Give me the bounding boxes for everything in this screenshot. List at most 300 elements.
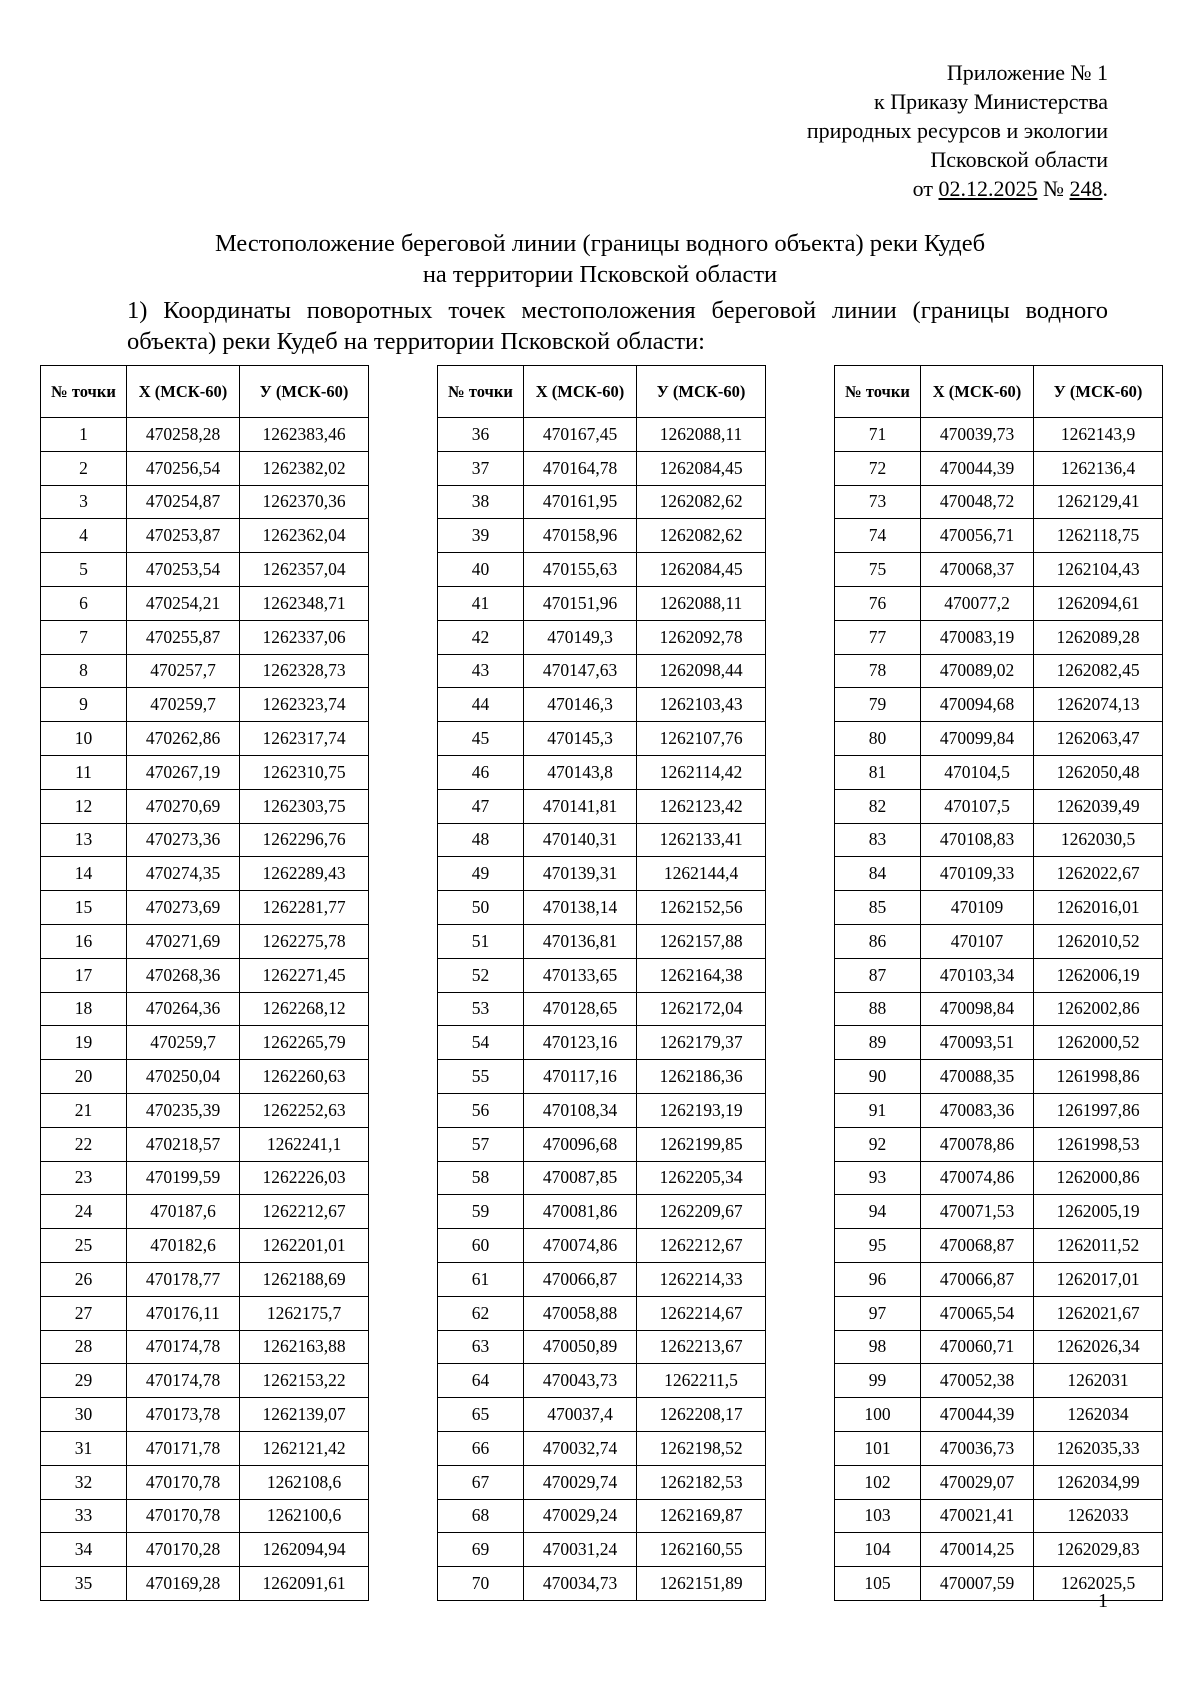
- point-number: 67: [438, 1465, 524, 1499]
- y-coordinate: 1262214,67: [637, 1296, 766, 1330]
- x-coordinate: 470235,39: [127, 1093, 240, 1127]
- y-coordinate: 1262209,67: [637, 1195, 766, 1229]
- y-coordinate: 1262100,6: [240, 1499, 369, 1533]
- header-x: X (МСК-60): [921, 366, 1034, 418]
- x-coordinate: 470104,5: [921, 755, 1034, 789]
- y-coordinate: 1262303,75: [240, 789, 369, 823]
- y-coordinate: 1262000,52: [1034, 1026, 1163, 1060]
- table-row: [438, 823, 766, 857]
- x-coordinate: 470117,16: [524, 1060, 637, 1094]
- x-coordinate: 470136,81: [524, 924, 637, 958]
- x-coordinate: 470256,54: [127, 451, 240, 485]
- header-point: № точки: [41, 366, 127, 418]
- appendix-header: [807, 58, 1108, 203]
- table-row: [41, 485, 369, 519]
- order-number-prefix: №: [1037, 176, 1070, 201]
- table-row: [835, 553, 1163, 587]
- x-coordinate: 470149,3: [524, 620, 637, 654]
- x-coordinate: 470164,78: [524, 451, 637, 485]
- x-coordinate: 470037,4: [524, 1398, 637, 1432]
- point-number: 38: [438, 485, 524, 519]
- x-coordinate: 470083,36: [921, 1093, 1034, 1127]
- y-coordinate: 1262260,63: [240, 1060, 369, 1094]
- y-coordinate: 1262082,62: [637, 519, 766, 553]
- x-coordinate: 470268,36: [127, 958, 240, 992]
- y-coordinate: 1262030,5: [1034, 823, 1163, 857]
- table-row: [41, 451, 369, 485]
- y-coordinate: 1262094,61: [1034, 586, 1163, 620]
- y-coordinate: 1262063,47: [1034, 722, 1163, 756]
- y-coordinate: 1262002,86: [1034, 992, 1163, 1026]
- point-number: 7: [41, 620, 127, 654]
- x-coordinate: 470254,21: [127, 586, 240, 620]
- table-row: [438, 1093, 766, 1127]
- table-row: [438, 1330, 766, 1364]
- table-row: [835, 722, 1163, 756]
- x-coordinate: 470044,39: [921, 1398, 1034, 1432]
- x-coordinate: 470138,14: [524, 891, 637, 925]
- x-coordinate: 470050,89: [524, 1330, 637, 1364]
- point-number: 20: [41, 1060, 127, 1094]
- point-number: 2: [41, 451, 127, 485]
- x-coordinate: 470258,28: [127, 418, 240, 452]
- x-coordinate: 470068,37: [921, 553, 1034, 587]
- x-coordinate: 470178,77: [127, 1262, 240, 1296]
- table-row: [438, 485, 766, 519]
- table-row: [438, 654, 766, 688]
- x-coordinate: 470058,88: [524, 1296, 637, 1330]
- x-coordinate: 470074,86: [921, 1161, 1034, 1195]
- table-row: [438, 1026, 766, 1060]
- x-coordinate: 470081,86: [524, 1195, 637, 1229]
- table-row: [438, 755, 766, 789]
- point-number: 104: [835, 1533, 921, 1567]
- point-number: 65: [438, 1398, 524, 1432]
- x-coordinate: 470273,36: [127, 823, 240, 857]
- table-row: [438, 722, 766, 756]
- table-row: [438, 1127, 766, 1161]
- point-number: 82: [835, 789, 921, 823]
- table-row: [41, 1093, 369, 1127]
- point-number: 83: [835, 823, 921, 857]
- table-row: [835, 1026, 1163, 1060]
- y-coordinate: 1262317,74: [240, 722, 369, 756]
- coordinates-table-1: [40, 365, 369, 1601]
- x-coordinate: 470099,84: [921, 722, 1034, 756]
- y-coordinate: 1262136,4: [1034, 451, 1163, 485]
- x-coordinate: 470094,68: [921, 688, 1034, 722]
- y-coordinate: 1262163,88: [240, 1330, 369, 1364]
- point-number: 25: [41, 1229, 127, 1263]
- y-coordinate: 1262182,53: [637, 1465, 766, 1499]
- point-number: 22: [41, 1127, 127, 1161]
- point-number: 98: [835, 1330, 921, 1364]
- y-coordinate: 1262188,69: [240, 1262, 369, 1296]
- point-number: 27: [41, 1296, 127, 1330]
- table-row: [835, 688, 1163, 722]
- table-row: [438, 1465, 766, 1499]
- y-coordinate: 1262265,79: [240, 1026, 369, 1060]
- table-row: [835, 789, 1163, 823]
- x-coordinate: 470103,34: [921, 958, 1034, 992]
- table-row: [438, 620, 766, 654]
- y-coordinate: 1262289,43: [240, 857, 369, 891]
- y-coordinate: 1262357,04: [240, 553, 369, 587]
- table-header-row: [41, 366, 369, 418]
- point-number: 54: [438, 1026, 524, 1060]
- y-coordinate: 1262123,42: [637, 789, 766, 823]
- y-coordinate: 1262214,33: [637, 1262, 766, 1296]
- y-coordinate: 1262153,22: [240, 1364, 369, 1398]
- point-number: 100: [835, 1398, 921, 1432]
- x-coordinate: 470141,81: [524, 789, 637, 823]
- x-coordinate: 470171,78: [127, 1431, 240, 1465]
- table-row: [835, 823, 1163, 857]
- y-coordinate: 1262098,44: [637, 654, 766, 688]
- y-coordinate: 1262025,5: [1034, 1567, 1163, 1601]
- table-row: [835, 1465, 1163, 1499]
- x-coordinate: 470170,28: [127, 1533, 240, 1567]
- point-number: 40: [438, 553, 524, 587]
- table-row: [438, 992, 766, 1026]
- y-coordinate: 1262074,13: [1034, 688, 1163, 722]
- point-number: 42: [438, 620, 524, 654]
- x-coordinate: 470096,68: [524, 1127, 637, 1161]
- table-row: [41, 1127, 369, 1161]
- point-number: 41: [438, 586, 524, 620]
- y-coordinate: 1262016,01: [1034, 891, 1163, 925]
- y-coordinate: 1262186,36: [637, 1060, 766, 1094]
- table-row: [835, 1431, 1163, 1465]
- y-coordinate: 1262169,87: [637, 1499, 766, 1533]
- y-coordinate: 1262005,19: [1034, 1195, 1163, 1229]
- y-coordinate: 1262310,75: [240, 755, 369, 789]
- document-title: [0, 228, 1200, 290]
- y-coordinate: 1262205,34: [637, 1161, 766, 1195]
- y-coordinate: 1262213,67: [637, 1330, 766, 1364]
- table-row: [438, 789, 766, 823]
- table-row: [41, 1465, 369, 1499]
- table-row: [835, 755, 1163, 789]
- table-row: [41, 586, 369, 620]
- y-coordinate: 1262104,43: [1034, 553, 1163, 587]
- y-coordinate: 1262108,6: [240, 1465, 369, 1499]
- y-coordinate: 1262091,61: [240, 1567, 369, 1601]
- point-number: 71: [835, 418, 921, 452]
- table-row: [41, 1161, 369, 1195]
- y-coordinate: 1262094,94: [240, 1533, 369, 1567]
- y-coordinate: 1262362,04: [240, 519, 369, 553]
- x-coordinate: 470255,87: [127, 620, 240, 654]
- x-coordinate: 470167,45: [524, 418, 637, 452]
- y-coordinate: 1262151,89: [637, 1567, 766, 1601]
- x-coordinate: 470169,28: [127, 1567, 240, 1601]
- table-row: [835, 1127, 1163, 1161]
- point-number: 53: [438, 992, 524, 1026]
- coordinates-table-3: [834, 365, 1163, 1601]
- y-coordinate: 1262383,46: [240, 418, 369, 452]
- x-coordinate: 470170,78: [127, 1465, 240, 1499]
- x-coordinate: 470043,73: [524, 1364, 637, 1398]
- table-row: [835, 654, 1163, 688]
- table-row: [41, 1431, 369, 1465]
- x-coordinate: 470151,96: [524, 586, 637, 620]
- appendix-line-3: природных ресурсов и экологии: [806, 118, 1108, 143]
- table-row: [41, 654, 369, 688]
- x-coordinate: 470273,69: [127, 891, 240, 925]
- point-number: 56: [438, 1093, 524, 1127]
- y-coordinate: 1262281,77: [240, 891, 369, 925]
- table-row: [438, 1567, 766, 1601]
- point-number: 46: [438, 755, 524, 789]
- table-row: [438, 519, 766, 553]
- y-coordinate: 1262031: [1034, 1364, 1163, 1398]
- x-coordinate: 470044,39: [921, 451, 1034, 485]
- y-coordinate: 1262082,62: [637, 485, 766, 519]
- y-coordinate: 1262241,1: [240, 1127, 369, 1161]
- y-coordinate: 1262089,28: [1034, 620, 1163, 654]
- x-coordinate: 470174,78: [127, 1364, 240, 1398]
- x-coordinate: 470259,7: [127, 688, 240, 722]
- point-number: 37: [438, 451, 524, 485]
- table-row: [41, 1499, 369, 1533]
- table-row: [41, 688, 369, 722]
- x-coordinate: 470014,25: [921, 1533, 1034, 1567]
- x-coordinate: 470257,7: [127, 654, 240, 688]
- table-row: [438, 1364, 766, 1398]
- y-coordinate: 1262084,45: [637, 451, 766, 485]
- table-row: [835, 857, 1163, 891]
- x-coordinate: 470074,86: [524, 1229, 637, 1263]
- x-coordinate: 470253,87: [127, 519, 240, 553]
- x-coordinate: 470029,74: [524, 1465, 637, 1499]
- y-coordinate: 1262026,34: [1034, 1330, 1163, 1364]
- point-number: 3: [41, 485, 127, 519]
- point-number: 77: [835, 620, 921, 654]
- table-row: [41, 1398, 369, 1432]
- point-number: 31: [41, 1431, 127, 1465]
- table-row: [41, 1026, 369, 1060]
- point-number: 59: [438, 1195, 524, 1229]
- table-row: [835, 924, 1163, 958]
- y-coordinate: 1262010,52: [1034, 924, 1163, 958]
- point-number: 84: [835, 857, 921, 891]
- y-coordinate: 1262193,19: [637, 1093, 766, 1127]
- point-number: 48: [438, 823, 524, 857]
- appendix-line-1: Приложение № 1: [946, 60, 1108, 85]
- y-coordinate: 1262212,67: [240, 1195, 369, 1229]
- x-coordinate: 470087,85: [524, 1161, 637, 1195]
- point-number: 14: [41, 857, 127, 891]
- point-number: 24: [41, 1195, 127, 1229]
- y-coordinate: 1262175,7: [240, 1296, 369, 1330]
- table-row: [41, 418, 369, 452]
- y-coordinate: 1262084,45: [637, 553, 766, 587]
- point-number: 99: [835, 1364, 921, 1398]
- header-x: X (МСК-60): [127, 366, 240, 418]
- header-y: У (МСК-60): [240, 366, 369, 418]
- point-number: 36: [438, 418, 524, 452]
- y-coordinate: 1261998,86: [1034, 1060, 1163, 1094]
- point-number: 70: [438, 1567, 524, 1601]
- y-coordinate: 1262144,4: [637, 857, 766, 891]
- table-row: [835, 1533, 1163, 1567]
- point-number: 6: [41, 586, 127, 620]
- y-coordinate: 1262143,9: [1034, 418, 1163, 452]
- point-number: 64: [438, 1364, 524, 1398]
- order-suffix: .: [1102, 176, 1108, 201]
- point-number: 97: [835, 1296, 921, 1330]
- y-coordinate: 1262275,78: [240, 924, 369, 958]
- y-coordinate: 1262118,75: [1034, 519, 1163, 553]
- y-coordinate: 1262252,63: [240, 1093, 369, 1127]
- x-coordinate: 470098,84: [921, 992, 1034, 1026]
- x-coordinate: 470109: [921, 891, 1034, 925]
- section-heading: 1) Координаты поворотных точек местоположения береговой линии (границы водного объекта) реки Кудеб на территории Псковской области:: [127, 297, 1108, 355]
- point-number: 95: [835, 1229, 921, 1263]
- table-row: [41, 992, 369, 1026]
- x-coordinate: 470271,69: [127, 924, 240, 958]
- point-number: 92: [835, 1127, 921, 1161]
- x-coordinate: 470250,04: [127, 1060, 240, 1094]
- y-coordinate: 1262082,45: [1034, 654, 1163, 688]
- table-row: [835, 1161, 1163, 1195]
- y-coordinate: 1262323,74: [240, 688, 369, 722]
- x-coordinate: 470083,19: [921, 620, 1034, 654]
- y-coordinate: 1262006,19: [1034, 958, 1163, 992]
- x-coordinate: 470108,34: [524, 1093, 637, 1127]
- table-row: [41, 1330, 369, 1364]
- y-coordinate: 1262271,45: [240, 958, 369, 992]
- x-coordinate: 470031,24: [524, 1533, 637, 1567]
- table-row: [438, 1533, 766, 1567]
- table-row: [41, 958, 369, 992]
- y-coordinate: 1262198,52: [637, 1431, 766, 1465]
- point-number: 44: [438, 688, 524, 722]
- point-number: 11: [41, 755, 127, 789]
- x-coordinate: 470056,71: [921, 519, 1034, 553]
- y-coordinate: 1262029,83: [1034, 1533, 1163, 1567]
- appendix-line-4: Псковской области: [930, 147, 1108, 172]
- x-coordinate: 470254,87: [127, 485, 240, 519]
- y-coordinate: 1262152,56: [637, 891, 766, 925]
- table-row: [438, 451, 766, 485]
- y-coordinate: 1262011,52: [1034, 1229, 1163, 1263]
- x-coordinate: 470107: [921, 924, 1034, 958]
- table-row: [438, 1499, 766, 1533]
- table-row: [835, 1093, 1163, 1127]
- y-coordinate: 1262172,04: [637, 992, 766, 1026]
- point-number: 34: [41, 1533, 127, 1567]
- y-coordinate: 1262021,67: [1034, 1296, 1163, 1330]
- point-number: 61: [438, 1262, 524, 1296]
- x-coordinate: 470259,7: [127, 1026, 240, 1060]
- x-coordinate: 470267,19: [127, 755, 240, 789]
- table-row: [835, 1398, 1163, 1432]
- point-number: 76: [835, 586, 921, 620]
- point-number: 10: [41, 722, 127, 756]
- point-number: 86: [835, 924, 921, 958]
- order-number: 248: [1069, 176, 1103, 201]
- y-coordinate: 1262022,67: [1034, 857, 1163, 891]
- point-number: 66: [438, 1431, 524, 1465]
- table-row: [835, 1364, 1163, 1398]
- y-coordinate: 1262107,76: [637, 722, 766, 756]
- table-row: [835, 485, 1163, 519]
- y-coordinate: 1262208,17: [637, 1398, 766, 1432]
- point-number: 12: [41, 789, 127, 823]
- table-row: [41, 823, 369, 857]
- table-row: [41, 620, 369, 654]
- header-x: X (МСК-60): [524, 366, 637, 418]
- table-row: [41, 755, 369, 789]
- x-coordinate: 470146,3: [524, 688, 637, 722]
- table-row: [438, 857, 766, 891]
- y-coordinate: 1262033: [1034, 1499, 1163, 1533]
- point-number: 55: [438, 1060, 524, 1094]
- point-number: 18: [41, 992, 127, 1026]
- y-coordinate: 1262212,67: [637, 1229, 766, 1263]
- point-number: 30: [41, 1398, 127, 1432]
- table-row: [41, 1195, 369, 1229]
- x-coordinate: 470274,35: [127, 857, 240, 891]
- table-row: [438, 1262, 766, 1296]
- x-coordinate: 470161,95: [524, 485, 637, 519]
- x-coordinate: 470088,35: [921, 1060, 1034, 1094]
- x-coordinate: 470052,38: [921, 1364, 1034, 1398]
- table-row: [41, 1229, 369, 1263]
- table-row: [438, 924, 766, 958]
- table-row: [438, 586, 766, 620]
- table-row: [41, 553, 369, 587]
- x-coordinate: 470170,78: [127, 1499, 240, 1533]
- table-row: [41, 1296, 369, 1330]
- y-coordinate: 1262088,11: [637, 586, 766, 620]
- x-coordinate: 470060,71: [921, 1330, 1034, 1364]
- table-row: [835, 1499, 1163, 1533]
- x-coordinate: 470068,87: [921, 1229, 1034, 1263]
- y-coordinate: 1262226,03: [240, 1161, 369, 1195]
- y-coordinate: 1262034: [1034, 1398, 1163, 1432]
- point-number: 49: [438, 857, 524, 891]
- point-number: 63: [438, 1330, 524, 1364]
- point-number: 51: [438, 924, 524, 958]
- x-coordinate: 470187,6: [127, 1195, 240, 1229]
- point-number: 78: [835, 654, 921, 688]
- point-number: 73: [835, 485, 921, 519]
- table-row: [835, 586, 1163, 620]
- x-coordinate: 470021,41: [921, 1499, 1034, 1533]
- point-number: 68: [438, 1499, 524, 1533]
- y-coordinate: 1262000,86: [1034, 1161, 1163, 1195]
- y-coordinate: 1262268,12: [240, 992, 369, 1026]
- x-coordinate: 470089,02: [921, 654, 1034, 688]
- x-coordinate: 470158,96: [524, 519, 637, 553]
- x-coordinate: 470182,6: [127, 1229, 240, 1263]
- point-number: 103: [835, 1499, 921, 1533]
- table-row: [835, 1229, 1163, 1263]
- table-row: [835, 418, 1163, 452]
- point-number: 4: [41, 519, 127, 553]
- x-coordinate: 470007,59: [921, 1567, 1034, 1601]
- point-number: 26: [41, 1262, 127, 1296]
- y-coordinate: 1261998,53: [1034, 1127, 1163, 1161]
- x-coordinate: 470036,73: [921, 1431, 1034, 1465]
- table-row: [835, 1330, 1163, 1364]
- header-y: У (МСК-60): [637, 366, 766, 418]
- x-coordinate: 470077,2: [921, 586, 1034, 620]
- x-coordinate: 470174,78: [127, 1330, 240, 1364]
